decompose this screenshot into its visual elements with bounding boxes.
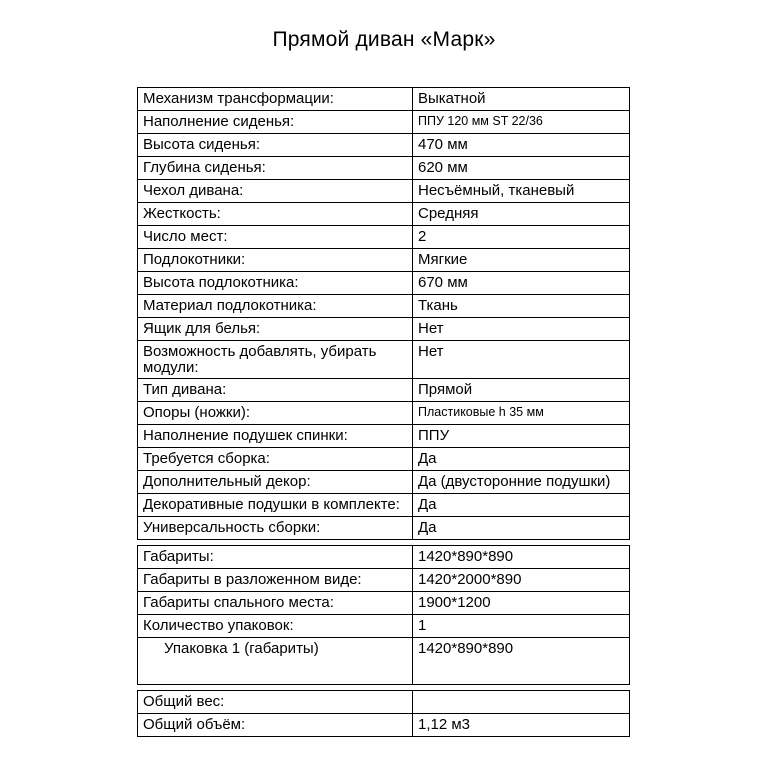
spec-label: Чехол дивана: — [138, 180, 413, 202]
spec-row — [138, 271, 629, 294]
spec-value: 1420*890*890 — [418, 548, 514, 566]
spec-value: 670 мм — [418, 274, 468, 292]
spec-row — [138, 294, 629, 317]
spec-value: ППУ — [418, 427, 450, 445]
spec-value: 620 мм — [418, 159, 468, 177]
spec-section-main — [137, 87, 630, 540]
spec-value: Нет — [418, 320, 444, 338]
spec-row — [138, 110, 629, 133]
spec-label: Подлокотники: — [138, 249, 413, 271]
spec-row — [138, 156, 629, 179]
spec-label: Высота сиденья: — [138, 134, 413, 156]
page-title: Прямой диван «Марк» — [272, 28, 496, 51]
spec-value: 1420*890*890 — [418, 640, 514, 657]
spec-row — [138, 225, 629, 248]
spec-row — [138, 202, 629, 225]
spec-value: Да — [418, 496, 437, 514]
spec-label: Тип дивана: — [138, 379, 413, 401]
spec-row — [138, 378, 629, 401]
spec-label: Механизм трансформации: — [138, 88, 413, 110]
spec-label: Ящик для белья: — [138, 318, 413, 340]
spec-label: Требуется сборка: — [138, 448, 413, 470]
spec-row — [138, 691, 629, 713]
spec-row — [138, 470, 629, 493]
spec-label: Глубина сиденья: — [138, 157, 413, 179]
spec-label: Габариты: — [138, 546, 413, 568]
spec-label: Возможность добавлять, убирать модули: — [138, 341, 413, 378]
spec-table — [137, 87, 630, 737]
spec-row — [138, 179, 629, 202]
spec-row — [138, 88, 629, 110]
spec-row — [138, 713, 629, 736]
spec-label: Универсальность сборки: — [138, 517, 413, 539]
spec-row — [138, 340, 629, 378]
spec-label: Жесткость: — [138, 203, 413, 225]
spec-value: Да — [418, 519, 437, 537]
spec-value: Средняя — [418, 205, 479, 223]
spec-row — [138, 424, 629, 447]
spec-value: Несъёмный, тканевый — [418, 182, 575, 200]
spec-row — [138, 637, 629, 684]
spec-label: Габариты спального места: — [138, 592, 413, 614]
spec-label: Число мест: — [138, 226, 413, 248]
spec-row — [138, 493, 629, 516]
spec-value: Ткань — [418, 297, 458, 315]
spec-label: Высота подлокотника: — [138, 272, 413, 294]
spec-value: 470 мм — [418, 136, 468, 154]
spec-row — [138, 546, 629, 568]
spec-label: Общий вес: — [138, 691, 413, 713]
spec-value: Да (двусторонние подушки) — [418, 473, 611, 491]
spec-row — [138, 568, 629, 591]
spec-row — [138, 516, 629, 539]
spec-label: Наполнение сиденья: — [138, 111, 413, 133]
spec-value: 1900*1200 — [418, 594, 491, 612]
spec-value: Мягкие — [418, 251, 468, 269]
spec-section-dimensions — [137, 545, 630, 685]
spec-row — [138, 614, 629, 637]
spec-section-totals — [137, 690, 630, 737]
spec-row — [138, 317, 629, 340]
spec-value: 1,12 м3 — [418, 716, 471, 734]
spec-row — [138, 447, 629, 470]
spec-row — [138, 591, 629, 614]
spec-label: Наполнение подушек спинки: — [138, 425, 413, 447]
spec-label: Количество упаковок: — [138, 615, 413, 637]
spec-value — [413, 691, 629, 713]
spec-label: Общий объём: — [138, 714, 413, 736]
spec-label: Упаковка 1 (габариты) — [138, 638, 413, 684]
spec-row — [138, 248, 629, 271]
spec-label: Опоры (ножки): — [138, 402, 413, 424]
spec-value: Выкатной — [418, 90, 486, 108]
spec-value: Прямой — [418, 381, 473, 399]
spec-value: Да — [418, 450, 437, 468]
spec-label: Материал подлокотника: — [138, 295, 413, 317]
spec-value: 2 — [418, 228, 427, 246]
spec-label: Дополнительный декор: — [138, 471, 413, 493]
spec-value: Нет — [418, 343, 444, 360]
spec-value: ППУ 120 мм ST 22/36 — [418, 114, 543, 129]
spec-value: 1420*2000*890 — [418, 571, 522, 589]
spec-label: Габариты в разложенном виде: — [138, 569, 413, 591]
spec-row — [138, 401, 629, 424]
spec-value: Пластиковые h 35 мм — [418, 405, 544, 420]
spec-row — [138, 133, 629, 156]
spec-label: Декоративные подушки в комплекте: — [138, 494, 413, 516]
spec-value: 1 — [418, 617, 427, 635]
